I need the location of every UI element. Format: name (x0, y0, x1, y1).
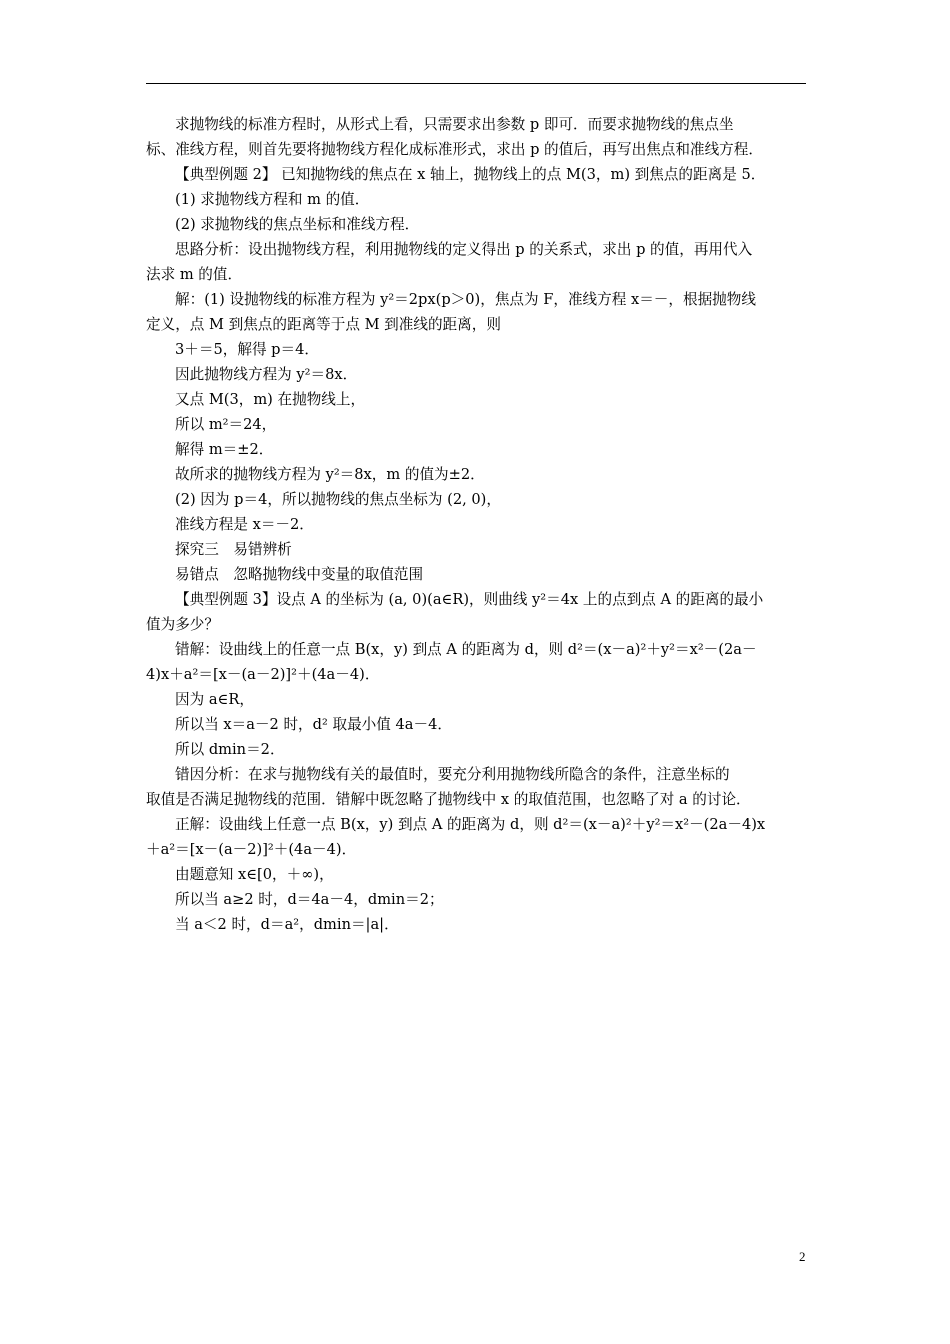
text-line: 错解：设曲线上的任意一点 B(x，y) 到点 A 的距离为 d，则 d²＝(x－a)²＋y²＝x²－(2a－ (175, 641, 757, 658)
text-line: 错因分析：在求与抛物线有关的最值时，要充分利用抛物线所隐含的条件，注意坐标的 (175, 766, 730, 783)
text-line: 所以 dmin＝2． (175, 741, 285, 758)
text-line: 所以当 x＝a－2 时，d² 取最小值 4a－4． (175, 716, 452, 733)
text-line: 求抛物线的标准方程时，从形式上看，只需要求出参数 p 即可．而要求抛物线的焦点坐 (175, 116, 734, 133)
text-line: 易错点 忽略抛物线中变量的取值范围 (175, 566, 424, 583)
text-line: 【典型例题 2】 已知抛物线的焦点在 x 轴上，抛物线上的点 M(3，m) 到焦点的距离是 5． (175, 166, 766, 183)
text-line: 故所求的抛物线方程为 y²＝8x，m 的值为±2． (175, 466, 485, 483)
document-body (146, 112, 810, 937)
header-rule (146, 83, 806, 84)
text-line: 定义，点 M 到焦点的距离等于点 M 到准线的距离，则 (146, 316, 501, 333)
text-line: (2) 求抛物线的焦点坐标和准线方程． (175, 216, 420, 233)
text-line: 当 a＜2 时，d＝a²，dmin＝|a|． (175, 916, 399, 933)
text-line: 法求 m 的值． (146, 266, 243, 283)
text-line: (2) 因为 p＝4，所以抛物线的焦点坐标为 (2, 0)， (175, 491, 501, 508)
text-line: 所以 m²＝24， (175, 416, 277, 433)
text-line: 由题意知 x∈[0，＋∞)， (175, 866, 334, 883)
text-line: 思路分析：设出抛物线方程，利用抛物线的定义得出 p 的关系式，求出 p 的值，再用代入 (175, 241, 753, 258)
text-line: 又点 M(3，m) 在抛物线上， (175, 391, 366, 408)
text-line: 解得 m＝±2． (175, 441, 274, 458)
text-line: 所以当 a≥2 时，d＝4a－4，dmin＝2； (175, 891, 444, 908)
text-line: 标、准线方程，则首先要将抛物线方程化成标准形式，求出 p 的值后，再写出焦点和准线方程． (146, 141, 763, 158)
text-line: 准线方程是 x＝－2． (175, 516, 314, 533)
text-line: ＋a²＝[x－(a－2)]²＋(4a－4)． (146, 841, 357, 858)
text-line: 3＋＝5，解得 p＝4． (175, 341, 319, 358)
text-line: (1) 求抛物线方程和 m 的值． (175, 191, 370, 208)
text-line: 因为 a∈R， (175, 691, 254, 708)
text-line: 值为多少？ (146, 616, 219, 633)
text-line: 因此抛物线方程为 y²＝8x． (175, 366, 358, 383)
text-line: 探究三 易错辨析 (175, 541, 292, 558)
text-line: 正解：设曲线上任意一点 B(x，y) 到点 A 的距离为 d，则 d²＝(x－a)²＋y²＝x²－(2a－4)x (175, 816, 766, 833)
text-line: 解：(1) 设抛物线的标准方程为 y²＝2px(p＞0)，焦点为 F，准线方程 x＝－，根据抛物线 (175, 291, 756, 308)
text-line: 取值是否满足抛物线的范围．错解中既忽略了抛物线中 x 的取值范围，也忽略了对 a 的讨论． (146, 791, 751, 808)
text-line: 【典型例题 3】设点 A 的坐标为 (a, 0)(a∈R)，则曲线 y²＝4x 上的点到点 A 的距离的最小 (175, 591, 764, 608)
page-number: 2 (799, 1249, 806, 1264)
text-line: 4)x＋a²＝[x－(a－2)]²＋(4a－4)． (146, 666, 380, 683)
